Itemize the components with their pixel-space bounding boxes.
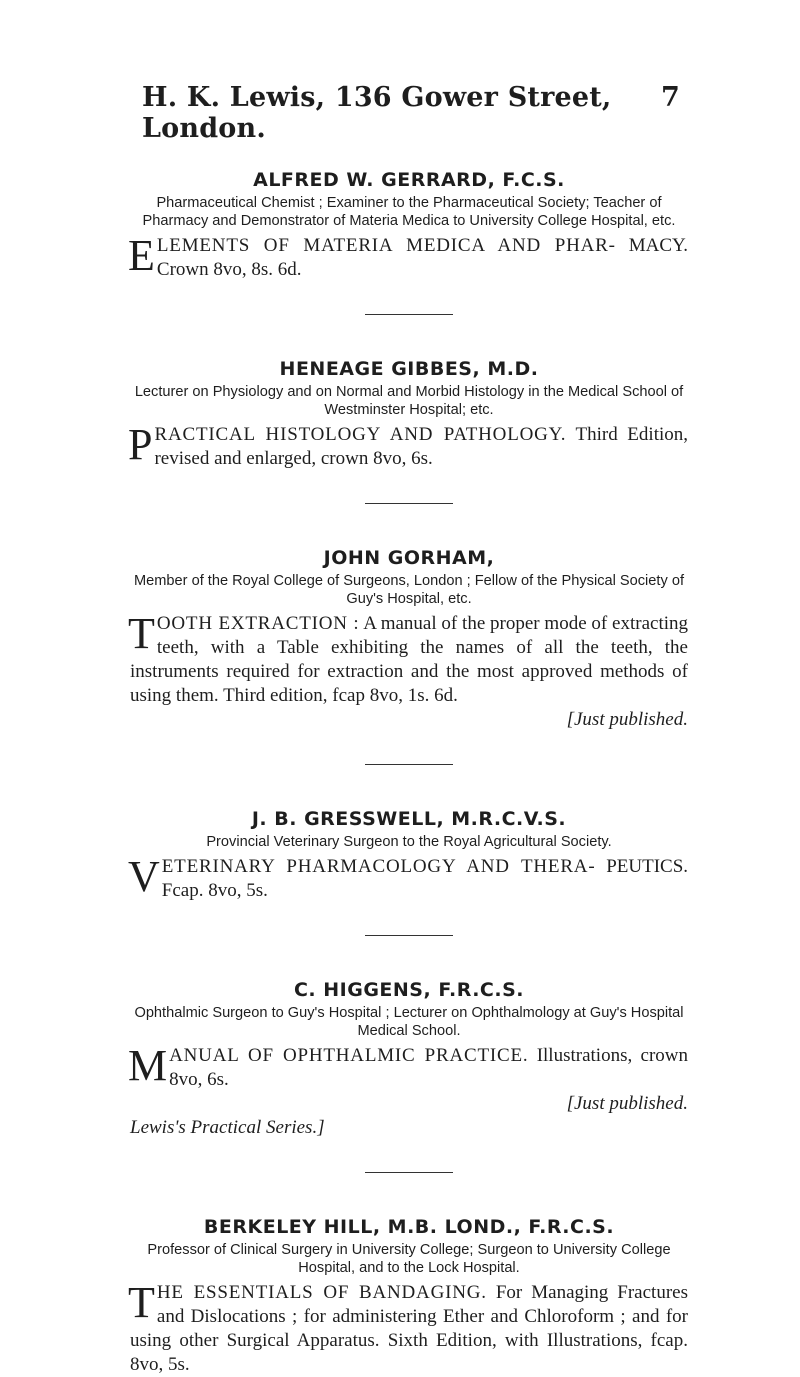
entry-gibbes xyxy=(130,357,688,471)
title-heading: HE ESSENTIALS OF BANDAGING. xyxy=(156,1282,487,1303)
author-description: Professor of Clinical Surgery in University College; Surgeon to University College Hospital, and to the Lock Hospital. xyxy=(147,1242,671,1276)
author-name: J. B. GRESSWELL, M.R.C.V.S. xyxy=(251,808,567,830)
title-heading: LEMENTS OF MATERIA MEDICA AND PHAR- xyxy=(156,235,616,256)
drop-cap: T xyxy=(128,1278,155,1327)
author-name: ALFRED W. GERRARD, F.C.S. xyxy=(253,169,565,191)
author-description: Lecturer on Physiology and on Normal and Morbid Histology in the Medical School of Westminster Hospital; etc. xyxy=(134,384,684,418)
title-details: Illustrations, crown 8vo, 6s. xyxy=(169,1045,688,1090)
section-divider xyxy=(365,314,453,315)
title-details: For Managing Fractures and Dislocations ; for administering Ether and Chloroform ; and for using other Surgical Apparatus. Sixth Edition, with Illustrations, fcap. 8vo, 5s. xyxy=(130,1282,688,1375)
entry-higgens xyxy=(130,978,688,1140)
running-header xyxy=(142,82,680,144)
title-heading: OOTH EXTRACTION : xyxy=(156,613,360,634)
book-title xyxy=(128,1041,688,1140)
series-note: Lewis's Practical Series.] xyxy=(130,1117,325,1138)
author-description: Member of the Royal College of Surgeons, London ; Fellow of the Physical Society of Guy's Hospital, etc. xyxy=(134,573,684,607)
title-heading: RACTICAL HISTOLOGY AND PATHOLOGY. xyxy=(154,424,567,445)
book-title xyxy=(128,852,689,903)
entry-gresswell xyxy=(130,807,688,903)
drop-cap: P xyxy=(128,420,153,469)
page-number: 7 xyxy=(661,82,680,113)
title-details: PEUTICS. Fcap. 8vo, 5s. xyxy=(161,856,689,901)
author-description: Ophthalmic Surgeon to Guy's Hospital ; Lecturer on Ophthalmology at Guy's Hospital Medical School. xyxy=(134,1005,684,1039)
entry-gerrard xyxy=(130,168,688,282)
author-name: JOHN GORHAM, xyxy=(323,547,495,569)
publisher-line: H. K. Lewis, 136 Gower Street, London. xyxy=(142,82,612,144)
drop-cap: T xyxy=(128,609,155,658)
title-heading: ANUAL OF OPHTHALMIC PRACTICE. xyxy=(169,1045,529,1066)
drop-cap: M xyxy=(128,1041,168,1090)
book-title xyxy=(128,231,689,282)
drop-cap: E xyxy=(128,231,155,280)
section-divider xyxy=(365,503,453,504)
author-name: HENEAGE GIBBES, M.D. xyxy=(279,358,539,380)
publication-note: [Just published. xyxy=(566,709,688,730)
section-divider xyxy=(365,935,453,936)
entry-gorham xyxy=(130,546,688,732)
entry-hill xyxy=(130,1215,688,1377)
title-details: MACY. Crown 8vo, 8s. 6d. xyxy=(156,235,689,280)
publication-note: [Just published. xyxy=(566,1093,688,1114)
catalogue-entries xyxy=(130,168,688,1377)
author-description: Pharmaceutical Chemist ; Examiner to the Pharmaceutical Society; Teacher of Pharmacy and Demonstrator of Materia Medica to University College Hospital, etc. xyxy=(142,195,676,229)
section-divider xyxy=(365,1172,453,1173)
book-title xyxy=(128,420,689,471)
section-divider xyxy=(365,764,453,765)
author-name: BERKELEY HILL, M.B. LOND., F.R.C.S. xyxy=(203,1216,615,1238)
title-heading: ETERINARY PHARMACOLOGY AND THERA- xyxy=(161,856,596,877)
book-title xyxy=(128,1278,688,1377)
drop-cap: V xyxy=(128,852,160,901)
title-details: A manual of the proper mode of extracting teeth, with a Table exhibiting the names of all the teeth, the instruments required for extraction and the most approved methods of using them. Third edition, fcap 8vo, 1s. 6d. xyxy=(130,613,688,706)
book-title xyxy=(128,609,688,732)
author-description: Provincial Veterinary Surgeon to the Royal Agricultural Society. xyxy=(206,834,612,850)
title-details: Third Edition, revised and enlarged, crown 8vo, 6s. xyxy=(154,424,689,469)
author-name: C. HIGGENS, F.R.C.S. xyxy=(293,979,524,1001)
